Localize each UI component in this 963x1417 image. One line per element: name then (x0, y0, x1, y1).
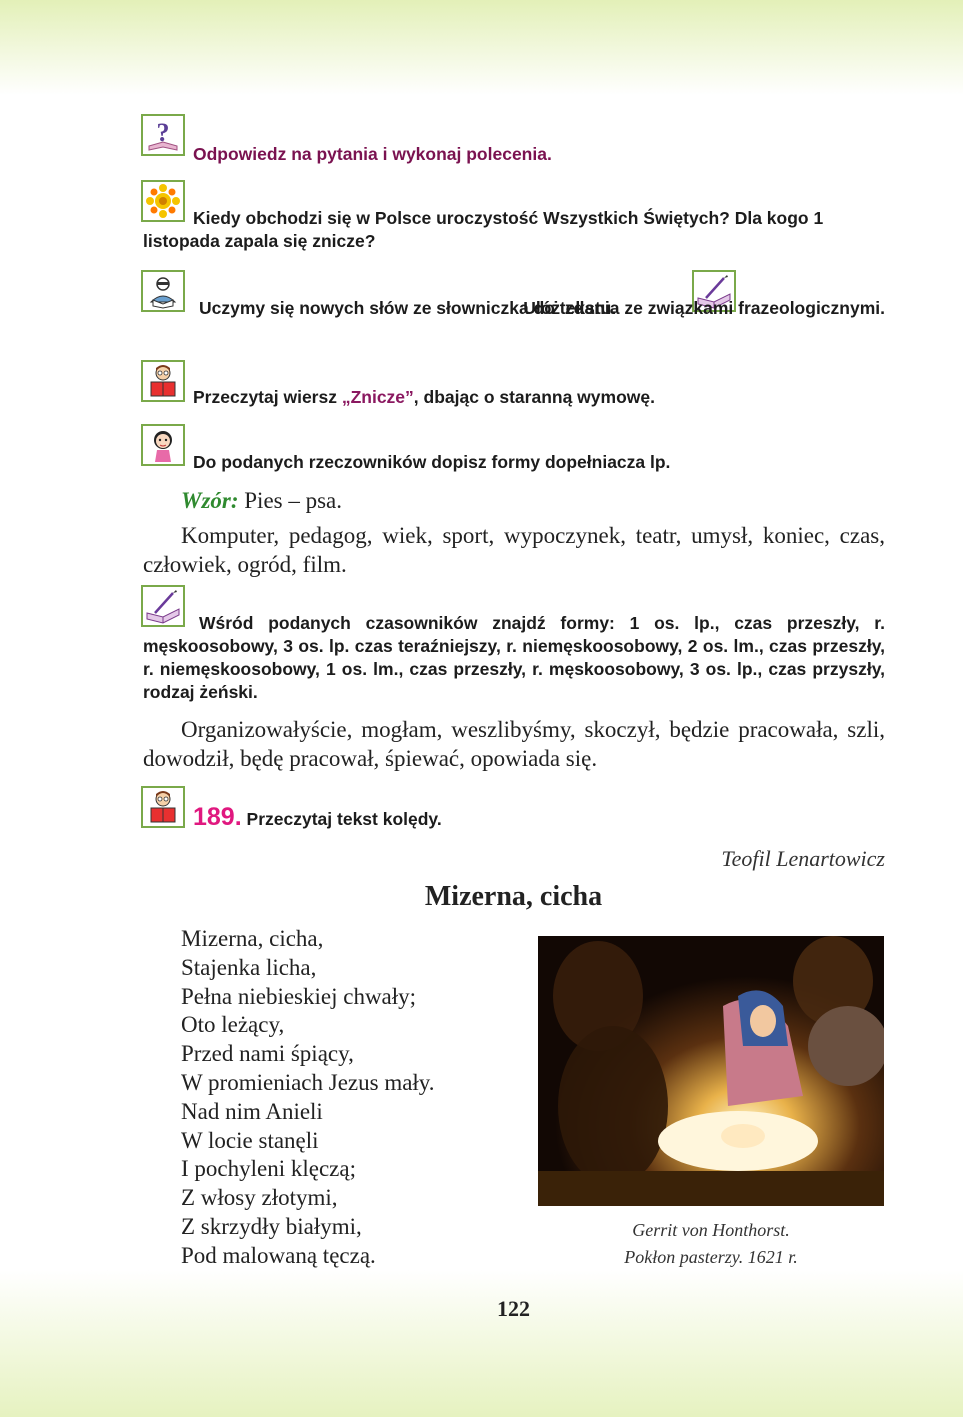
poem-line: W promieniach Jezus mały. (181, 1069, 435, 1095)
poem-line: Nad nim Anieli (181, 1098, 323, 1124)
poem-line: Z włosy złotymi, (181, 1185, 338, 1211)
poem-title: Mizerna, cicha (424, 881, 603, 912)
poem-line: Z skrzydły białymi, (181, 1213, 362, 1239)
poem-body (181, 925, 435, 1271)
poem-line: Stajenka licha, (181, 954, 317, 980)
poem-line: Przed nami śpiący, (181, 1041, 354, 1067)
poem-line: Pełna niebieskiej chwały; (181, 983, 417, 1009)
nativity-painting (538, 936, 884, 1206)
example-text: Pies – psa. (238, 488, 343, 513)
page-number: 122 (497, 1296, 530, 1321)
q3-suffix: , dbając o staranną wymowę. (413, 387, 655, 407)
girl-icon (141, 424, 185, 466)
nouns-list: Komputer, pedagog, wiek, sport, wypoczynek, teatr, umysł, koniec, czas, człowiek, ogród, film. (143, 523, 885, 577)
example-label: Wzór: (181, 488, 239, 513)
example (181, 486, 881, 515)
question-2-part-b (143, 297, 885, 320)
verbs-list: Organizowałyście, mogłam, weszlibyśmy, skoczył, będzie pracowała, szli, dowodził, będę pracował, śpiewać, opowiada się. (143, 717, 885, 771)
poem-line: W locie stanęli (181, 1127, 319, 1153)
exercise-189 (193, 803, 442, 831)
child-reading-icon (141, 786, 185, 828)
exercise-number: 189. (193, 803, 242, 831)
child-reading-icon (141, 360, 185, 402)
question-4: Do podanych rzeczowników dopisz formy dopełniacza lp. (193, 452, 671, 472)
svg-text:?: ? (156, 118, 170, 147)
painting-caption-line-1: Gerrit von Honthorst. (632, 1220, 790, 1240)
q2b-line: Ułóż zdania ze związkami frazeologicznymi. (523, 298, 885, 318)
q3-prefix: Przeczytaj wiersz (193, 387, 342, 407)
question-3 (193, 386, 655, 409)
question-1: Kiedy obchodzi się w Polsce uroczystość Wszystkich Świętych? Dla kogo 1 listopada zapala się znicze? (143, 208, 824, 251)
poem-line: Mizerna, cicha, (181, 926, 324, 951)
poem-line: Oto leżący, (181, 1012, 285, 1038)
question-book-icon (141, 114, 185, 156)
poem-line: Pod malowaną tęczą. (181, 1242, 376, 1268)
instructions-heading: Odpowiedz na pytania i wykonaj polecenia. (193, 144, 552, 164)
poem-line: I pochyleni klęczą; (181, 1156, 356, 1182)
poem-title-reference: „Znicze” (341, 387, 414, 407)
painting-caption-line-2: Pokłon pasterzy. 1621 r. (624, 1247, 798, 1267)
poem-author: Teofil Lenartowicz (721, 846, 885, 871)
verbs-instruction: Wśród podanych czasowników znajdź formy: 1 os. lp., czas przeszły, r. męskoosobowy, 3 os. lp. czas teraźniejszy, r. niemęskoosobowy, 2 os. lm., czas przeszły, r. niemęskoosobowy, 1 os. lm., czas przeszły, r. męskoosobowy, 3 os. lp., czas przyszły, rodzaj żeński. (143, 613, 885, 702)
exercise-text: Przeczytaj tekst kolędy. (246, 809, 442, 829)
question-2-part-a: Uczymy się nowych słów ze słowniczka do tekstu. (199, 298, 617, 318)
